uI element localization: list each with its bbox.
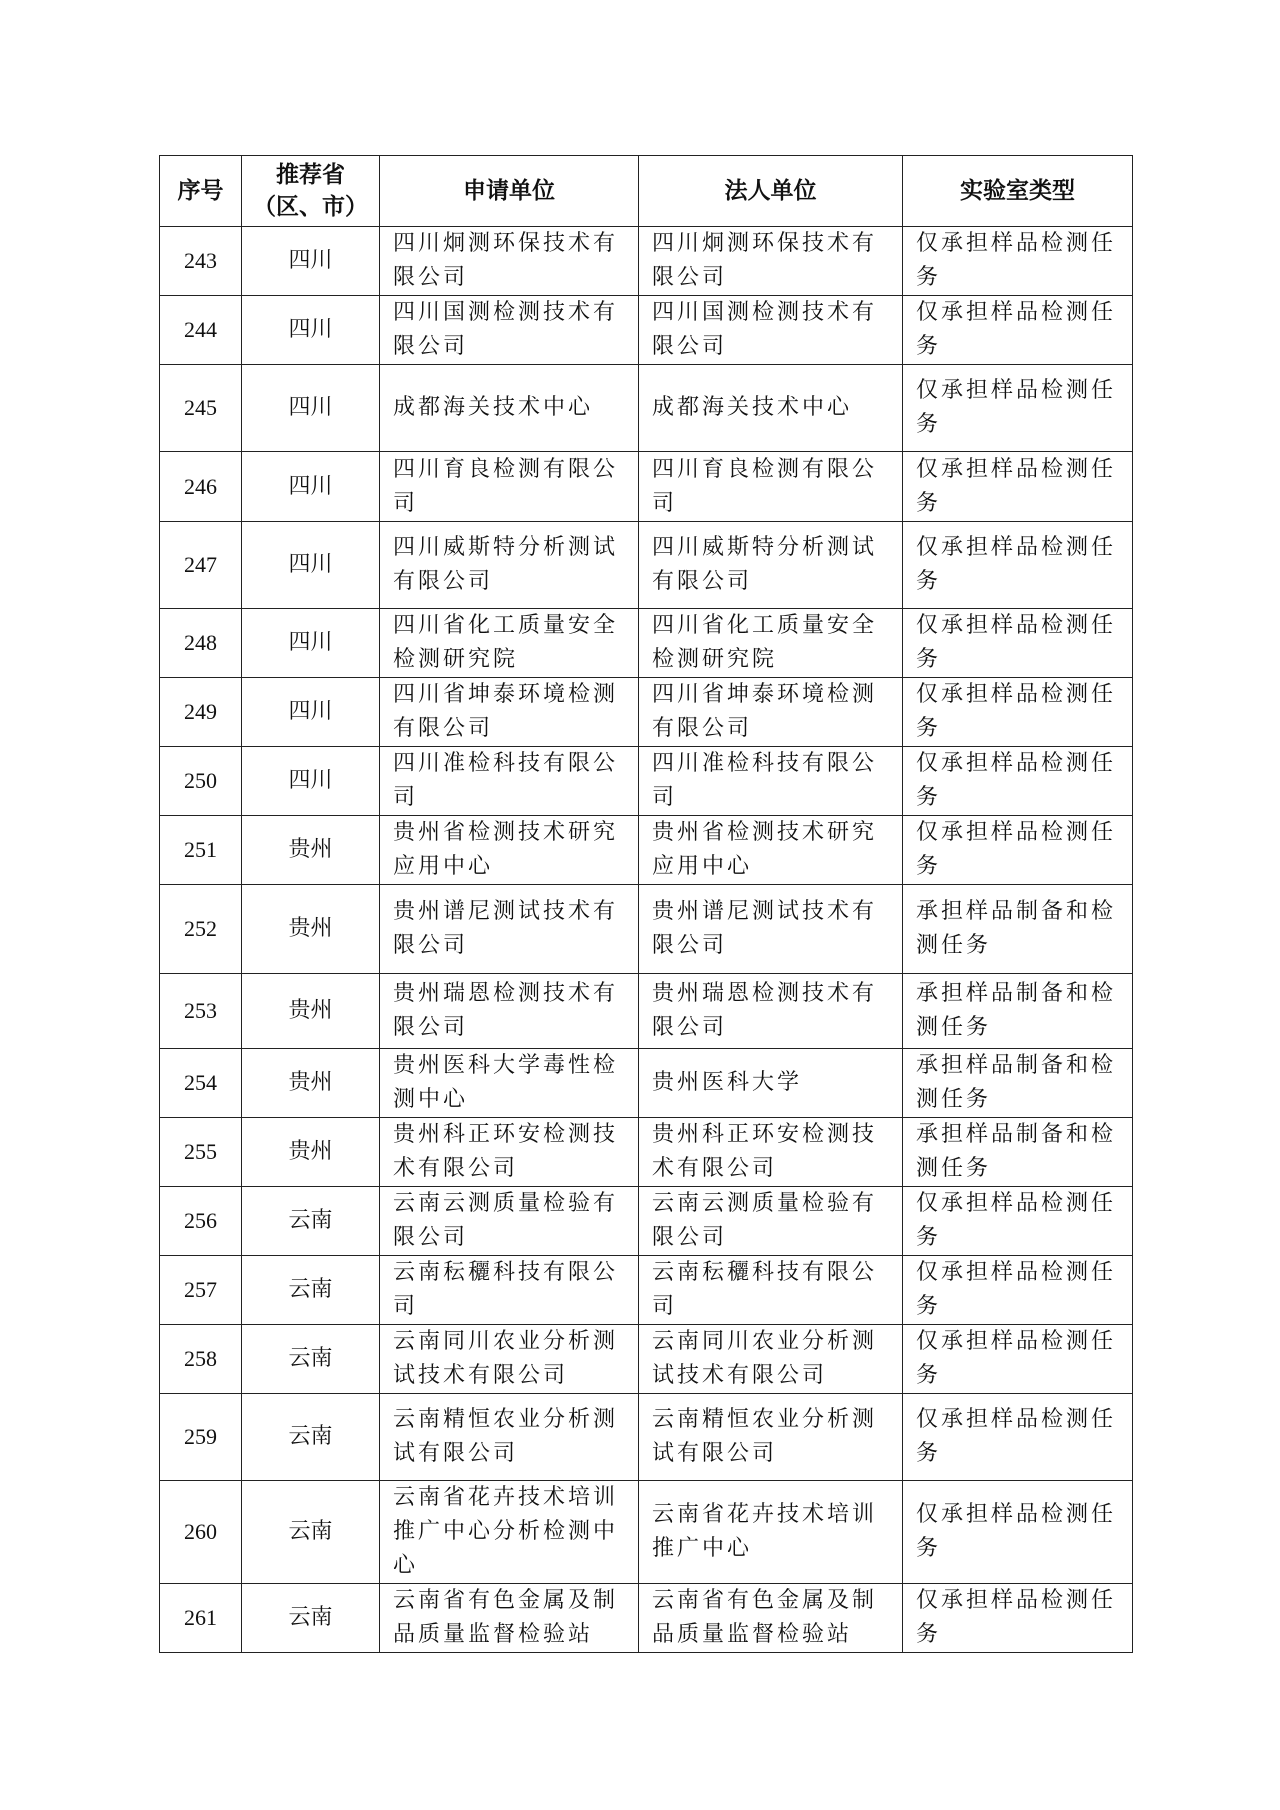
header-row <box>160 156 1133 227</box>
cell-seq: 250 <box>160 747 242 816</box>
header-legal-entity: 法人单位 <box>639 156 903 227</box>
cell-applicant: 四川威斯特分析测试有限公司 <box>380 522 639 609</box>
cell-legal-entity: 贵州医科大学 <box>639 1049 903 1118</box>
table-row <box>160 816 1133 885</box>
cell-lab-type: 仅承担样品检测任务 <box>903 227 1133 296</box>
cell-lab-type: 仅承担样品检测任务 <box>903 609 1133 678</box>
table-body <box>160 227 1133 1653</box>
cell-legal-entity: 贵州谱尼测试技术有限公司 <box>639 885 903 974</box>
cell-province: 云南 <box>242 1481 380 1584</box>
table-row <box>160 1256 1133 1325</box>
cell-lab-type: 仅承担样品检测任务 <box>903 1584 1133 1653</box>
cell-lab-type: 仅承担样品检测任务 <box>903 365 1133 452</box>
cell-province: 云南 <box>242 1325 380 1394</box>
header-province-line2: （区、市） <box>253 194 368 220</box>
cell-seq: 258 <box>160 1325 242 1394</box>
cell-legal-entity: 云南省花卉技术培训推广中心 <box>639 1481 903 1584</box>
lab-list-table <box>159 155 1133 1653</box>
cell-lab-type: 仅承担样品检测任务 <box>903 296 1133 365</box>
cell-applicant: 云南省有色金属及制品质量监督检验站 <box>380 1584 639 1653</box>
cell-legal-entity: 云南秐穲科技有限公司 <box>639 1256 903 1325</box>
cell-applicant: 四川省坤泰环境检测有限公司 <box>380 678 639 747</box>
table-row <box>160 1481 1133 1584</box>
cell-legal-entity: 四川省化工质量安全检测研究院 <box>639 609 903 678</box>
cell-lab-type: 仅承担样品检测任务 <box>903 452 1133 522</box>
cell-seq: 261 <box>160 1584 242 1653</box>
cell-lab-type: 承担样品制备和检测任务 <box>903 1118 1133 1187</box>
cell-lab-type: 仅承担样品检测任务 <box>903 747 1133 816</box>
cell-lab-type: 承担样品制备和检测任务 <box>903 1049 1133 1118</box>
cell-province: 云南 <box>242 1187 380 1256</box>
cell-province: 贵州 <box>242 1049 380 1118</box>
cell-applicant: 贵州瑞恩检测技术有限公司 <box>380 974 639 1049</box>
cell-legal-entity: 四川准检科技有限公司 <box>639 747 903 816</box>
cell-province: 贵州 <box>242 885 380 974</box>
table-row <box>160 1187 1133 1256</box>
cell-applicant: 四川育良检测有限公司 <box>380 452 639 522</box>
table-row <box>160 1584 1133 1653</box>
cell-lab-type: 仅承担样品检测任务 <box>903 1187 1133 1256</box>
cell-applicant: 贵州谱尼测试技术有限公司 <box>380 885 639 974</box>
cell-applicant: 云南省花卉技术培训推广中心分析检测中心 <box>380 1481 639 1584</box>
cell-applicant: 四川国测检测技术有限公司 <box>380 296 639 365</box>
cell-seq: 248 <box>160 609 242 678</box>
cell-legal-entity: 四川省坤泰环境检测有限公司 <box>639 678 903 747</box>
cell-legal-entity: 四川育良检测有限公司 <box>639 452 903 522</box>
cell-seq: 253 <box>160 974 242 1049</box>
table-row <box>160 522 1133 609</box>
header-province <box>242 156 380 227</box>
cell-province: 云南 <box>242 1256 380 1325</box>
cell-legal-entity: 云南同川农业分析测试技术有限公司 <box>639 1325 903 1394</box>
cell-applicant: 贵州省检测技术研究应用中心 <box>380 816 639 885</box>
cell-seq: 243 <box>160 227 242 296</box>
cell-applicant: 贵州科正环安检测技术有限公司 <box>380 1118 639 1187</box>
cell-applicant: 四川准检科技有限公司 <box>380 747 639 816</box>
cell-province: 四川 <box>242 522 380 609</box>
table-row <box>160 1394 1133 1481</box>
cell-applicant: 成都海关技术中心 <box>380 365 639 452</box>
cell-seq: 244 <box>160 296 242 365</box>
cell-seq: 246 <box>160 452 242 522</box>
cell-province: 四川 <box>242 227 380 296</box>
cell-province: 贵州 <box>242 974 380 1049</box>
header-lab-type: 实验室类型 <box>903 156 1133 227</box>
cell-province: 贵州 <box>242 816 380 885</box>
cell-lab-type: 仅承担样品检测任务 <box>903 1256 1133 1325</box>
table-row <box>160 1325 1133 1394</box>
cell-lab-type: 仅承担样品检测任务 <box>903 678 1133 747</box>
cell-lab-type: 仅承担样品检测任务 <box>903 1325 1133 1394</box>
table-row <box>160 609 1133 678</box>
cell-applicant: 四川省化工质量安全检测研究院 <box>380 609 639 678</box>
table-row <box>160 974 1133 1049</box>
cell-province: 云南 <box>242 1394 380 1481</box>
cell-lab-type: 仅承担样品检测任务 <box>903 1481 1133 1584</box>
cell-legal-entity: 四川炯测环保技术有限公司 <box>639 227 903 296</box>
cell-seq: 257 <box>160 1256 242 1325</box>
cell-province: 四川 <box>242 678 380 747</box>
cell-lab-type: 仅承担样品检测任务 <box>903 1394 1133 1481</box>
table-header <box>160 156 1133 227</box>
cell-seq: 249 <box>160 678 242 747</box>
cell-seq: 260 <box>160 1481 242 1584</box>
cell-province: 四川 <box>242 609 380 678</box>
cell-seq: 254 <box>160 1049 242 1118</box>
lab-list-table-wrapper <box>159 155 1132 1653</box>
cell-applicant: 云南云测质量检验有限公司 <box>380 1187 639 1256</box>
cell-province: 四川 <box>242 747 380 816</box>
cell-lab-type: 仅承担样品检测任务 <box>903 522 1133 609</box>
cell-province: 四川 <box>242 452 380 522</box>
cell-applicant: 云南同川农业分析测试技术有限公司 <box>380 1325 639 1394</box>
table-row <box>160 296 1133 365</box>
cell-legal-entity: 贵州省检测技术研究应用中心 <box>639 816 903 885</box>
table-row <box>160 365 1133 452</box>
table-row <box>160 452 1133 522</box>
cell-legal-entity: 贵州科正环安检测技术有限公司 <box>639 1118 903 1187</box>
header-province-line1: 推荐省 <box>276 162 345 188</box>
cell-seq: 259 <box>160 1394 242 1481</box>
cell-applicant: 贵州医科大学毒性检测中心 <box>380 1049 639 1118</box>
cell-legal-entity: 云南云测质量检验有限公司 <box>639 1187 903 1256</box>
cell-legal-entity: 云南省有色金属及制品质量监督检验站 <box>639 1584 903 1653</box>
cell-seq: 252 <box>160 885 242 974</box>
table-row <box>160 1049 1133 1118</box>
cell-lab-type: 承担样品制备和检测任务 <box>903 885 1133 974</box>
cell-province: 贵州 <box>242 1118 380 1187</box>
cell-applicant: 四川炯测环保技术有限公司 <box>380 227 639 296</box>
cell-seq: 247 <box>160 522 242 609</box>
cell-legal-entity: 云南精恒农业分析测试有限公司 <box>639 1394 903 1481</box>
table-row <box>160 227 1133 296</box>
table-row <box>160 678 1133 747</box>
header-seq: 序号 <box>160 156 242 227</box>
table-row <box>160 1118 1133 1187</box>
cell-applicant: 云南秐穲科技有限公司 <box>380 1256 639 1325</box>
cell-seq: 256 <box>160 1187 242 1256</box>
cell-province: 四川 <box>242 365 380 452</box>
cell-province: 云南 <box>242 1584 380 1653</box>
table-row <box>160 885 1133 974</box>
cell-legal-entity: 贵州瑞恩检测技术有限公司 <box>639 974 903 1049</box>
table-row <box>160 747 1133 816</box>
cell-seq: 255 <box>160 1118 242 1187</box>
cell-seq: 245 <box>160 365 242 452</box>
cell-lab-type: 仅承担样品检测任务 <box>903 816 1133 885</box>
header-applicant: 申请单位 <box>380 156 639 227</box>
cell-seq: 251 <box>160 816 242 885</box>
cell-lab-type: 承担样品制备和检测任务 <box>903 974 1133 1049</box>
cell-province: 四川 <box>242 296 380 365</box>
cell-legal-entity: 四川威斯特分析测试有限公司 <box>639 522 903 609</box>
cell-applicant: 云南精恒农业分析测试有限公司 <box>380 1394 639 1481</box>
cell-legal-entity: 四川国测检测技术有限公司 <box>639 296 903 365</box>
cell-legal-entity: 成都海关技术中心 <box>639 365 903 452</box>
